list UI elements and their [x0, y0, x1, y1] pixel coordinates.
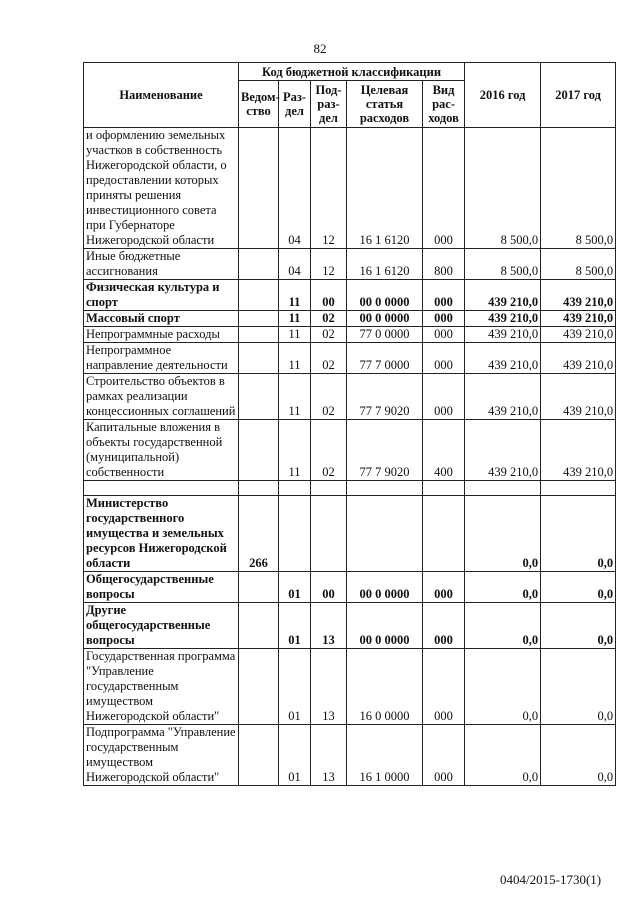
header-2017: 2017 год [541, 63, 616, 128]
row-name: Общегосударственные вопросы [84, 572, 239, 603]
row-name: Непрограммное направление деятельности [84, 343, 239, 374]
row-razdel: 04 [279, 128, 311, 249]
spacer-cell [541, 481, 616, 496]
table-body [84, 128, 616, 786]
row-celevaya: 77 0 0000 [347, 327, 423, 343]
header-vedomstvo: Ведом-ство [239, 81, 279, 128]
row-vedomstvo [239, 343, 279, 374]
table-header [84, 63, 616, 128]
spacer-cell [311, 481, 347, 496]
row-podrazdel: 00 [311, 280, 347, 311]
row-name: Массовый спорт [84, 311, 239, 327]
row-vid: 000 [423, 280, 465, 311]
row-celevaya: 16 1 0000 [347, 725, 423, 786]
row-2016: 439 210,0 [465, 280, 541, 311]
row-vedomstvo [239, 327, 279, 343]
row-2016: 8 500,0 [465, 249, 541, 280]
row-2017: 0,0 [541, 649, 616, 725]
row-vedomstvo [239, 572, 279, 603]
table-row [84, 311, 616, 327]
header-name: Наименование [84, 63, 239, 128]
row-podrazdel: 02 [311, 343, 347, 374]
row-celevaya: 77 7 0000 [347, 343, 423, 374]
row-vid: 400 [423, 420, 465, 481]
table-row [84, 327, 616, 343]
row-2017: 439 210,0 [541, 343, 616, 374]
row-2016: 8 500,0 [465, 128, 541, 249]
row-celevaya: 16 1 6120 [347, 249, 423, 280]
row-razdel: 11 [279, 280, 311, 311]
row-vid: 000 [423, 311, 465, 327]
row-razdel: 11 [279, 420, 311, 481]
row-vedomstvo [239, 603, 279, 649]
table-row [84, 374, 616, 420]
row-2017: 439 210,0 [541, 374, 616, 420]
row-vedomstvo [239, 420, 279, 481]
row-podrazdel: 02 [311, 374, 347, 420]
row-podrazdel: 12 [311, 249, 347, 280]
row-podrazdel: 12 [311, 128, 347, 249]
row-2016: 439 210,0 [465, 374, 541, 420]
row-razdel: 01 [279, 572, 311, 603]
spacer-cell [279, 481, 311, 496]
spacer-cell [423, 481, 465, 496]
row-2016: 439 210,0 [465, 420, 541, 481]
row-2016: 439 210,0 [465, 343, 541, 374]
row-razdel: 01 [279, 725, 311, 786]
row-celevaya: 16 0 0000 [347, 649, 423, 725]
row-razdel: 01 [279, 649, 311, 725]
row-podrazdel: 13 [311, 725, 347, 786]
row-vedomstvo [239, 128, 279, 249]
row-celevaya: 77 7 9020 [347, 374, 423, 420]
row-podrazdel: 02 [311, 420, 347, 481]
row-celevaya: 00 0 0000 [347, 603, 423, 649]
row-podrazdel: 02 [311, 327, 347, 343]
budget-table [83, 62, 616, 786]
row-vid [423, 496, 465, 572]
table-row [84, 249, 616, 280]
row-vedomstvo [239, 725, 279, 786]
row-vid: 000 [423, 572, 465, 603]
spacer-cell [465, 481, 541, 496]
table-row [84, 343, 616, 374]
row-celevaya: 00 0 0000 [347, 280, 423, 311]
row-name: и оформлению земельных участков в собственность Нижегородской области, о предоставлении которых приняты решения инвестиционного совета при Губернаторе Нижегородской области [84, 128, 239, 249]
row-2017: 439 210,0 [541, 327, 616, 343]
row-vid: 000 [423, 649, 465, 725]
table-row [84, 649, 616, 725]
row-2016: 0,0 [465, 496, 541, 572]
row-podrazdel: 13 [311, 603, 347, 649]
page-number: 82 [313, 41, 327, 56]
row-celevaya: 00 0 0000 [347, 311, 423, 327]
header-podrazdel: Под-раз-дел [311, 81, 347, 128]
table-row [84, 280, 616, 311]
row-2017: 0,0 [541, 572, 616, 603]
header-razdel: Раз-дел [279, 81, 311, 128]
row-2017: 0,0 [541, 603, 616, 649]
row-razdel: 11 [279, 311, 311, 327]
row-2016: 439 210,0 [465, 327, 541, 343]
row-name: Иные бюджетные ассигнования [84, 249, 239, 280]
row-vedomstvo: 266 [239, 496, 279, 572]
row-celevaya: 00 0 0000 [347, 572, 423, 603]
table-row [84, 603, 616, 649]
row-2016: 0,0 [465, 572, 541, 603]
row-vedomstvo [239, 374, 279, 420]
document-code: 0404/2015-1730(1) [500, 872, 602, 887]
row-celevaya: 16 1 6120 [347, 128, 423, 249]
row-vid: 000 [423, 725, 465, 786]
spacer-cell [239, 481, 279, 496]
row-razdel: 11 [279, 343, 311, 374]
table-row [84, 420, 616, 481]
row-2017: 0,0 [541, 725, 616, 786]
row-razdel: 04 [279, 249, 311, 280]
row-celevaya: 77 7 9020 [347, 420, 423, 481]
header-celevaya: Целевая статья расходов [347, 81, 423, 128]
row-razdel: 11 [279, 374, 311, 420]
row-2016: 0,0 [465, 603, 541, 649]
table-row [84, 128, 616, 249]
row-podrazdel: 00 [311, 572, 347, 603]
row-razdel: 11 [279, 327, 311, 343]
spacer-cell [84, 481, 239, 496]
row-name: Государственная программа "Управление государственным имуществом Нижегородской области" [84, 649, 239, 725]
table-row [84, 481, 616, 496]
row-name: Капитальные вложения в объекты государственной (муниципальной) собственности [84, 420, 239, 481]
row-2017: 439 210,0 [541, 311, 616, 327]
header-2016: 2016 год [465, 63, 541, 128]
row-2017: 439 210,0 [541, 280, 616, 311]
row-name: Министерство государственного имущества и земельных ресурсов Нижегородской области [84, 496, 239, 572]
table-row [84, 496, 616, 572]
row-podrazdel: 02 [311, 311, 347, 327]
row-vedomstvo [239, 649, 279, 725]
row-podrazdel [311, 496, 347, 572]
row-vid: 800 [423, 249, 465, 280]
header-kbk: Код бюджетной классификации [239, 63, 465, 81]
row-vid: 000 [423, 128, 465, 249]
row-vedomstvo [239, 280, 279, 311]
spacer-cell [347, 481, 423, 496]
table-row [84, 725, 616, 786]
row-2017: 8 500,0 [541, 128, 616, 249]
row-2017: 439 210,0 [541, 420, 616, 481]
row-vid: 000 [423, 327, 465, 343]
row-name: Непрограммные расходы [84, 327, 239, 343]
row-name: Строительство объектов в рамках реализации концессионных соглашений [84, 374, 239, 420]
row-celevaya [347, 496, 423, 572]
row-vedomstvo [239, 249, 279, 280]
row-2017: 8 500,0 [541, 249, 616, 280]
row-2016: 439 210,0 [465, 311, 541, 327]
row-razdel [279, 496, 311, 572]
row-razdel: 01 [279, 603, 311, 649]
row-2016: 0,0 [465, 725, 541, 786]
row-name: Подпрограмма "Управление государственным имуществом Нижегородской области" [84, 725, 239, 786]
row-vid: 000 [423, 343, 465, 374]
row-name: Физическая культура и спорт [84, 280, 239, 311]
row-2017: 0,0 [541, 496, 616, 572]
row-2016: 0,0 [465, 649, 541, 725]
row-name: Другие общегосударственные вопросы [84, 603, 239, 649]
row-vid: 000 [423, 603, 465, 649]
table-row [84, 572, 616, 603]
row-vid: 000 [423, 374, 465, 420]
row-vedomstvo [239, 311, 279, 327]
row-podrazdel: 13 [311, 649, 347, 725]
header-vid: Вид рас-ходов [423, 81, 465, 128]
